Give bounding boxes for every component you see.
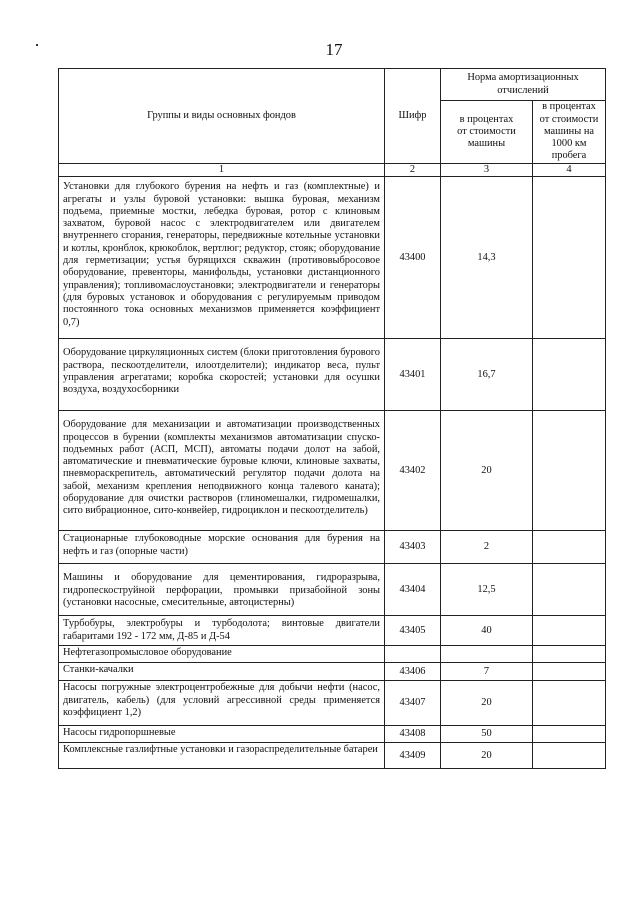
row-description bbox=[59, 339, 385, 411]
row-rate-km bbox=[533, 616, 606, 646]
row-description bbox=[59, 564, 385, 616]
row-rate bbox=[441, 646, 533, 663]
row-description bbox=[59, 177, 385, 339]
header-percent-cost: в процентах от стоимости машины bbox=[441, 101, 533, 164]
row-description bbox=[59, 646, 385, 663]
row-rate-km bbox=[533, 531, 606, 564]
table-row bbox=[59, 339, 606, 411]
row-rate-km bbox=[533, 339, 606, 411]
description-text: Установки для глубокого бурения на нефть и газ (комплектные) и агрегаты и узлы буровой установки: вышка буровая, механизм подъема, приемные мостки, лебедка буровая, ротор с клиновым захватом, буровой насос с электродвигателем или двигателем внутреннего сгорания, генераторы, передвижные котельные установки и котлы, кронблок, крюкоблок, вертлюг; редуктор, стояк; оборудование для герметизации; устья бурящихся скважин (противовыбросовое оборудование, превенторы, манифольды, установки дистанционного управления); топливомаслоустановки; электродвигатели и генераторы (для буровых установок и оборудования с регулируемым приводом постоянного тока основных механизмов применяется коэффициент 0,7) bbox=[63, 181, 380, 328]
header-groups: Группы и виды основных фондов bbox=[59, 69, 385, 164]
row-code: 43409 bbox=[385, 743, 441, 769]
row-rate-km bbox=[533, 177, 606, 339]
row-description bbox=[59, 743, 385, 769]
row-rate: 16,7 bbox=[441, 339, 533, 411]
row-description bbox=[59, 531, 385, 564]
row-code: 43405 bbox=[385, 616, 441, 646]
description-text: Оборудование для механизации и автоматизации производственных процессов в бурении (комплекты механизмов автоматизации спуско-подъемных работ (АСП, МСП), автоматы подачи долот на забой, автоматические и пневматические буровые ключи, клиновые захваты, пневмораскрепитель, автоматический регулятор подачи долота на забой, механизм крепления неподвижного конца талевого каната); оборудование для очистки растворов (глиномешалки, гидромешалки, сито вибрационное, сито-конвейер, гидроциклон и пескоотделитель) bbox=[63, 419, 380, 517]
table-row bbox=[59, 726, 606, 743]
row-code: 43400 bbox=[385, 177, 441, 339]
description-text: Нефтегазопромысловое оборудование bbox=[63, 647, 232, 659]
table-row bbox=[59, 646, 606, 663]
description-text: Комплексные газлифтные установки и газораспределительные батареи bbox=[63, 744, 378, 756]
table-row bbox=[59, 616, 606, 646]
row-code bbox=[385, 646, 441, 663]
header-percent-per-1000km: в процентах от стоимости машины на 1000 км пробега bbox=[533, 101, 606, 164]
row-code: 43407 bbox=[385, 681, 441, 726]
description-text: Турбобуры, электробуры и турбодолота; винтовые двигатели габаритами 192 - 172 мм, Д-85 и Д-54 bbox=[63, 618, 380, 642]
row-code: 43401 bbox=[385, 339, 441, 411]
table-row bbox=[59, 663, 606, 681]
depreciation-table bbox=[58, 68, 606, 769]
description-text: Машины и оборудование для цементирования, гидроразрыва, гидропескоструйной перфорации, промывки призабойной зоны (установки насосные, смесительные, автоцистерны) bbox=[63, 572, 380, 608]
column-number: 2 bbox=[385, 164, 441, 177]
row-code: 43404 bbox=[385, 564, 441, 616]
row-code: 43406 bbox=[385, 663, 441, 681]
table-row bbox=[59, 743, 606, 769]
row-rate: 12,5 bbox=[441, 564, 533, 616]
description-text: Станки-качалки bbox=[63, 664, 134, 676]
description-text: Оборудование циркуляционных систем (блоки приготовления бурового раствора, пескоотделители, илоотделители); индикатор веса, пульт управления агрегатами; коробка скоростей; установки для осушки воздуха, воздухосборники bbox=[63, 347, 380, 396]
row-description bbox=[59, 663, 385, 681]
description-text: Насосы погружные электроцентробежные для добычи нефти (насос, двигатель, кабель) (для условий агрессивной среды применяется коэффициент 1,2) bbox=[63, 682, 380, 718]
row-code: 43402 bbox=[385, 411, 441, 531]
description-text: Стационарные глубоководные морские основания для бурения на нефть и газ (опорные части) bbox=[63, 533, 380, 557]
column-number: 4 bbox=[533, 164, 606, 177]
row-rate: 20 bbox=[441, 681, 533, 726]
row-rate: 2 bbox=[441, 531, 533, 564]
page-number: 17 bbox=[325, 40, 343, 59]
row-rate-km bbox=[533, 646, 606, 663]
table-row bbox=[59, 531, 606, 564]
row-rate-km bbox=[533, 411, 606, 531]
row-rate-km bbox=[533, 564, 606, 616]
row-rate-km bbox=[533, 726, 606, 743]
table-row bbox=[59, 681, 606, 726]
column-number: 1 bbox=[59, 164, 385, 177]
header-norm: Норма амортизационных отчислений bbox=[441, 69, 606, 101]
row-rate-km bbox=[533, 681, 606, 726]
row-rate: 20 bbox=[441, 411, 533, 531]
header-code: Шифр bbox=[385, 69, 441, 164]
table-row bbox=[59, 564, 606, 616]
row-rate-km bbox=[533, 663, 606, 681]
row-description bbox=[59, 726, 385, 743]
row-rate: 14,3 bbox=[441, 177, 533, 339]
row-rate: 7 bbox=[441, 663, 533, 681]
table-row bbox=[59, 411, 606, 531]
row-rate: 20 bbox=[441, 743, 533, 769]
row-description bbox=[59, 681, 385, 726]
row-description bbox=[59, 411, 385, 531]
row-code: 43408 bbox=[385, 726, 441, 743]
description-text: Насосы гидропоршневые bbox=[63, 727, 176, 739]
column-number: 3 bbox=[441, 164, 533, 177]
row-rate: 40 bbox=[441, 616, 533, 646]
row-code: 43403 bbox=[385, 531, 441, 564]
row-rate: 50 bbox=[441, 726, 533, 743]
row-rate-km bbox=[533, 743, 606, 769]
row-description bbox=[59, 616, 385, 646]
table-row bbox=[59, 177, 606, 339]
